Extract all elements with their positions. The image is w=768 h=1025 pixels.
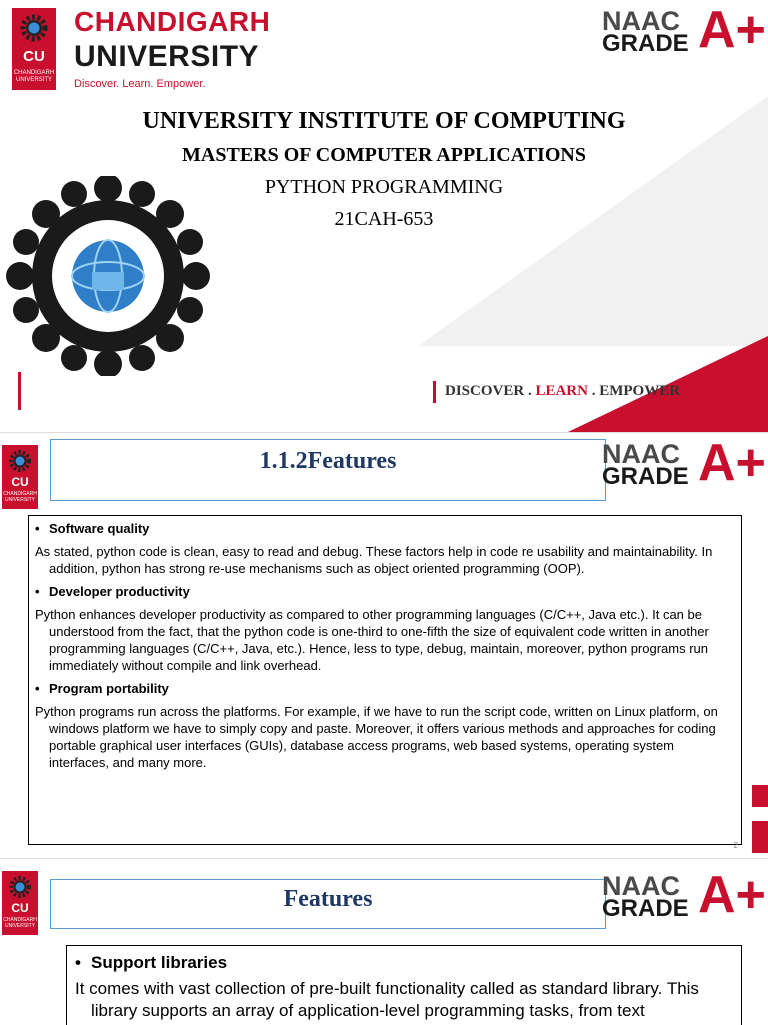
naac-label: NAAC	[602, 439, 680, 469]
motto-empower: EMPOWER	[599, 383, 681, 399]
slide-title-box	[50, 879, 606, 929]
motto-accent-bar	[433, 381, 436, 403]
grade-label: GRADE	[602, 30, 689, 57]
motto-separator: .	[587, 383, 600, 399]
logo-abbr: CU	[23, 48, 45, 65]
gear-globe-icon	[18, 12, 50, 44]
page-number: 2	[733, 841, 738, 850]
grade-value: A+	[698, 866, 766, 924]
red-edge-tab	[752, 821, 768, 853]
course-code: 21CAH-653	[334, 208, 434, 230]
slide-title-box	[50, 439, 606, 501]
logo-small-text: CHANDIGARH UNIVERSITY	[3, 491, 37, 503]
section-text: Python programs run across the platforms. For example, if we have to run the script code, written on Linux platform, on windows platform we have to simply copy and paste. Moreover, it offers various methods and approaches for coding portable graphical user interfaces (GUIs), database access programs, web based systems, operating system interfaces, and many more.	[35, 704, 718, 770]
gear-globe-icon	[7, 874, 33, 900]
red-edge-tab	[752, 785, 768, 807]
grade-value: A+	[698, 1, 766, 59]
content-box	[28, 515, 742, 845]
logo-abbr: CU	[11, 475, 29, 489]
naac-badge	[602, 866, 766, 924]
cu-logo	[12, 8, 56, 90]
slide-title: 1.1.2Features	[259, 448, 397, 474]
slide-title: Features	[283, 886, 373, 912]
university-tagline: Discover. Learn. Empower.	[74, 78, 206, 90]
institute-title: UNIVERSITY INSTITUTE OF COMPUTING	[142, 108, 626, 134]
course-title: PYTHON PROGRAMMING	[264, 176, 504, 198]
motto-separator: .	[524, 383, 536, 399]
motto-learn: LEARN	[535, 383, 588, 399]
naac-badge	[602, 434, 766, 492]
grade-value: A+	[698, 434, 766, 492]
grade-label: GRADE	[602, 463, 689, 490]
red-accent-bar	[18, 372, 21, 410]
gear-globe-icon	[7, 448, 33, 474]
logo-abbr: CU	[11, 901, 29, 915]
naac-label: NAAC	[602, 871, 680, 901]
section-text: Python enhances developer productivity as compared to other programming languages (C/C++, Java etc.). It can be understood from the fact, that the python code is one-third to one-fifth the size of equivalent code written in another programming languages (C/C++, Java, etc.). Hence, less to type, debug, maintain, moreover, python programs run immediately without compile and link overhead.	[35, 607, 709, 673]
title-slide	[0, 0, 768, 432]
section-heading: • Support libraries	[75, 952, 731, 974]
content-box	[66, 945, 742, 1025]
naac-label: NAAC	[602, 6, 680, 36]
grade-label: GRADE	[602, 895, 689, 922]
section-text: It comes with vast collection of pre-built functionality called as standard library. This library supports an array of application-level programming tasks, from text	[75, 979, 699, 1020]
motto-discover: DISCOVER	[445, 383, 525, 399]
university-name-line2: UNIVERSITY	[74, 40, 260, 73]
university-name-line1: CHANDIGARH	[74, 6, 271, 37]
cu-logo	[2, 445, 38, 509]
section-heading: • Developer productivity	[35, 583, 733, 600]
logo-small-text: CHANDIGARH UNIVERSITY	[13, 70, 55, 83]
section-heading: • Software quality	[35, 520, 733, 537]
features-slide	[0, 432, 768, 859]
logo-small-text: CHANDIGARH UNIVERSITY	[3, 917, 37, 929]
program-title: MASTERS OF COMPUTER APPLICATIONS	[182, 144, 586, 166]
cu-logo	[2, 871, 38, 935]
motto	[445, 383, 680, 400]
large-gear-globe-icon	[4, 176, 212, 376]
section-text: As stated, python code is clean, easy to read and debug. These factors help in code re usability and maintainability. In addition, python has strong re-use mechanisms such as object oriented programming (OOP).	[35, 544, 713, 576]
naac-badge	[602, 1, 766, 59]
section-heading: • Program portability	[35, 680, 733, 697]
features-slide-2	[0, 858, 768, 1025]
